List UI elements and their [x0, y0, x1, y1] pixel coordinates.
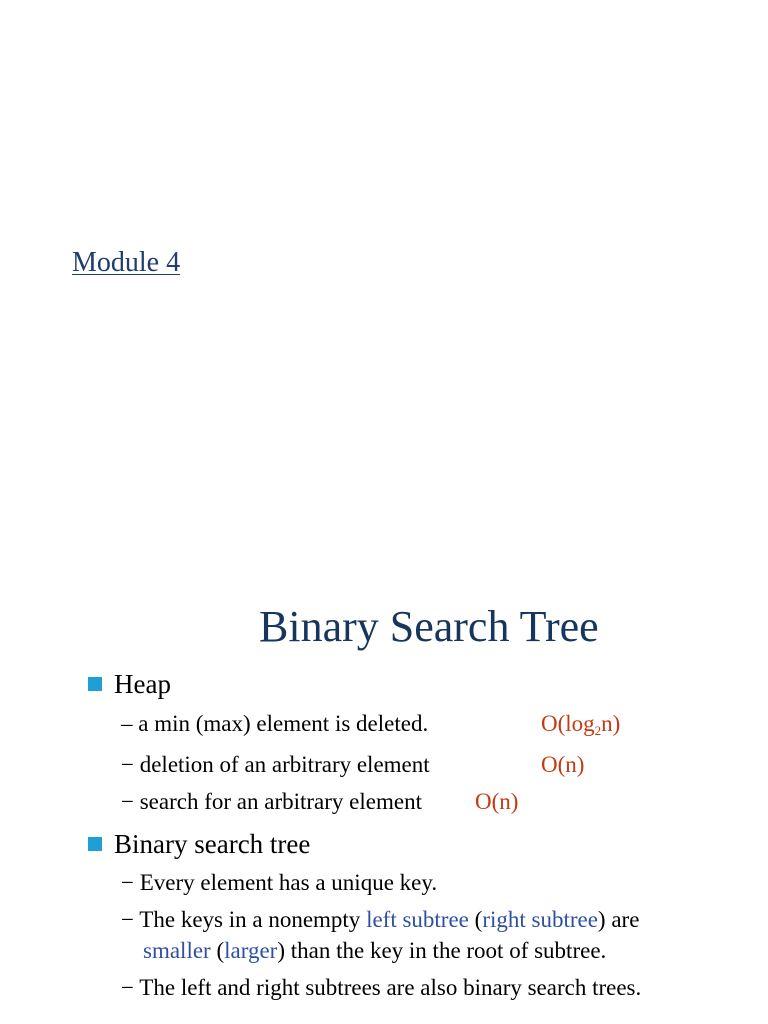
bullet-heap-label: Heap: [114, 669, 171, 699]
bst-item-2-text: ) than the key in the root of subtree.: [277, 938, 607, 963]
left-subtree-term: left subtree: [366, 907, 469, 932]
right-subtree-term: right subtree: [482, 907, 598, 932]
heap-item-3-text: − search for an arbitrary element: [121, 789, 422, 814]
bullet-bst-label: Binary search tree: [114, 829, 311, 859]
bst-item-2-text: (: [210, 938, 225, 963]
smaller-term: smaller: [143, 938, 211, 963]
heap-item-1-complexity: [541, 709, 620, 739]
heap-item-2-complexity: O(n): [541, 752, 585, 777]
bst-item-2-text: (: [468, 907, 483, 932]
bst-item-2-text: − The keys in a nonempty: [121, 907, 367, 932]
bullet-bst: [88, 827, 310, 861]
square-bullet-icon: [88, 677, 102, 691]
slide-title: Binary Search Tree: [259, 602, 599, 651]
larger-term: larger: [224, 938, 278, 963]
bst-item-2-text: ) are: [597, 907, 640, 932]
heap-item-3-complexity: O(n): [475, 789, 519, 814]
bullet-heap: [88, 667, 171, 701]
module-4-link[interactable]: Module 4: [72, 247, 181, 278]
heap-item-1-text: – a min (max) element is deleted.: [121, 711, 429, 736]
complexity-prefix: O(log: [541, 711, 595, 736]
bst-item-1: − Every element has a unique key.: [121, 870, 438, 895]
bst-item-2-line-1: [121, 905, 639, 935]
heap-item-3: [121, 787, 422, 817]
square-bullet-icon: [88, 837, 102, 851]
complexity-subscript: 2: [594, 723, 602, 738]
bst-item-2-line-2: [143, 936, 606, 966]
bst-item-3: − The left and right subtrees are also binary search trees.: [121, 975, 642, 1000]
heap-item-2: [121, 750, 430, 780]
complexity-suffix: n): [601, 711, 621, 736]
heap-item-2-text: − deletion of an arbitrary element: [121, 752, 430, 777]
heap-item-1: [121, 709, 428, 739]
